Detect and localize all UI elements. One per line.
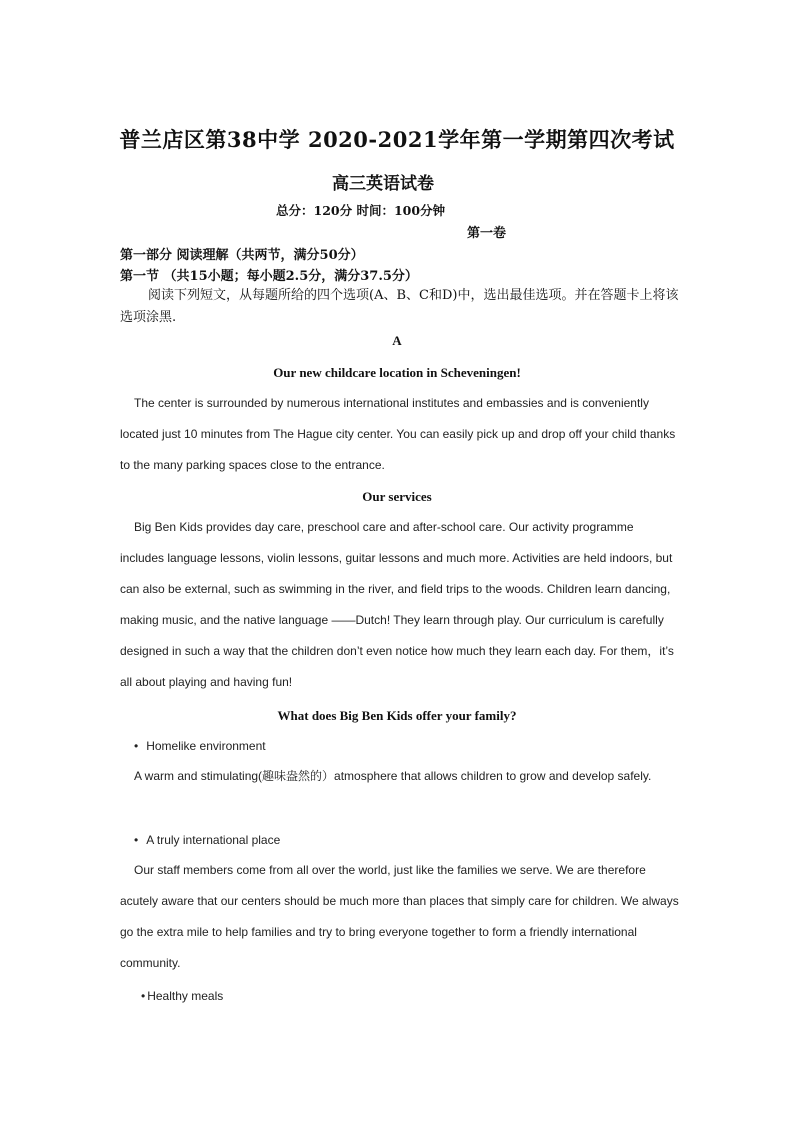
paragraph-services xyxy=(120,512,680,698)
volume-label: 第一卷 xyxy=(467,226,507,241)
bullet-homelike-text: Homelike environment xyxy=(146,739,266,753)
paragraph-location-text: The center is surrounded by numerous international institutes and embassies and is conveniently located just 10 minutes from The Hague city center. You can easily pick up and drop off your child thanks to the many parking spaces close to the entrance. xyxy=(120,396,676,472)
instruction-text xyxy=(120,285,680,329)
bullet-international xyxy=(134,833,280,847)
paragraph-homelike-text: A warm and stimulating(趣味盎然的）atmosphere that allows children to grow and develop safely. xyxy=(134,769,652,783)
paragraph-international-text: Our staff members come from all over the world, just like the families we serve. We are therefore acutely aware that our centers should be much more than places that simply care for children. We always go the extra mile to help families and try to bring everyone together to form a friendly international community. xyxy=(120,863,679,970)
paragraph-international xyxy=(120,855,680,979)
instruction-content: 阅读下列短文，从每题所给的四个选项(A、B、C和D)中，选出最佳选项。并在答题卡上将该选项涂黑. xyxy=(120,288,679,325)
exam-subtitle: 高三英语试卷 xyxy=(332,174,434,194)
bullet-dot: • xyxy=(134,739,139,753)
bullet-homelike xyxy=(134,739,266,753)
passage-letter: A xyxy=(392,333,402,348)
exam-title: 普兰店区第38中学 2020-2021学年第一学期第四次考试 xyxy=(119,127,675,152)
bullet-meals-text: Healthy meals xyxy=(147,989,224,1003)
bullet-meals xyxy=(141,989,223,1003)
paragraph-location xyxy=(120,388,680,481)
bullet-international-text: A truly international place xyxy=(146,833,281,847)
section-heading: 第一节 （共15小题；每小题2.5分，满分37.5分） xyxy=(120,269,418,284)
passage-heading: Our new childcare location in Scheveningen! xyxy=(273,365,521,380)
bullet-dot: • xyxy=(134,833,139,847)
bullet-dot: • xyxy=(141,989,146,1003)
paragraph-homelike xyxy=(120,761,680,792)
offer-heading: What does Big Ben Kids offer your family? xyxy=(277,708,517,723)
score-time-info: 总分：120分 时间：100分钟 xyxy=(276,203,446,218)
services-heading: Our services xyxy=(362,489,432,504)
paragraph-services-text: Big Ben Kids provides day care, preschool care and after-school care. Our activity programme includes language lessons, violin lessons, guitar lessons and much more. Activities are held indoors, but can also be external, such as swimming in the river, and field trips to the woods. Children learn dancing, making music, and the native language ——Dutch! They learn through play. Our curriculum is carefully designed in such a way that the children don’t even notice how much they learn each day. For them，it’s all about playing and having fun! xyxy=(120,520,674,689)
part-heading: 第一部分 阅读理解（共两节，满分50分） xyxy=(120,248,364,263)
